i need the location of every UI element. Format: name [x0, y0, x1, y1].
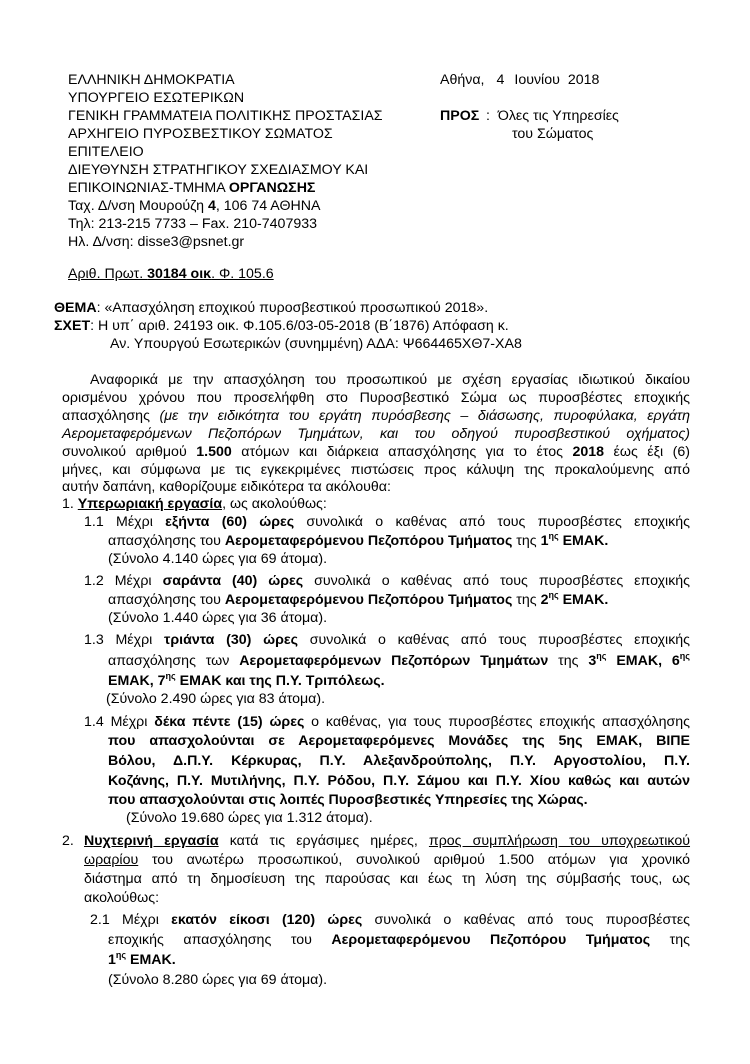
- item-line: εποχικής απασχόλησης του Αερομεταφερόμενου Πεζοπόρου Τμήματος της: [108, 932, 690, 948]
- paragraph-line: Αερομεταφερόμενων Πεζοπόρων Τμημάτων, και του οδηγού πυροσβεστικού οχήματος): [62, 426, 690, 442]
- recipient-label: ΠΡΟΣ: [440, 108, 480, 124]
- paragraph-line: ωραρίου του ανωτέρω προσωπικού, συνολικού αριθμού 1.500 ατόμων για χρονικό: [84, 852, 690, 868]
- paragraph-line: διάστημα από τη δημοσίευση της παρούσας και έως τη λύση της σύμβασής τους, ως: [84, 871, 690, 887]
- item-line: Κοζάνης, Π.Υ. Μυτιλήνης, Π.Υ. Ρόδου, Π.Υ. Σάμου και Π.Υ. Χίου καθώς και αυτών: [108, 773, 690, 789]
- protocol-number: Αριθ. Πρωτ. 30184 οικ. Φ. 105.6: [68, 266, 274, 282]
- recipient-line: : Όλες τις Υπηρεσίες: [486, 108, 619, 124]
- section-2-number: 2.: [62, 833, 74, 849]
- item-line: 2.1 Μέχρι εκατόν είκοσι (120) ώρες συνολικά ο καθένας από τους πυροσβέστες: [90, 912, 691, 928]
- related-line: ΣΧΕΤ: Η υπ΄ αριθ. 24193 οικ. Φ.105.6/03-05-2018 (Β΄1876) Απόφαση κ.: [54, 318, 509, 334]
- item-line: απασχόλησης του Αερομεταφερόμενου Πεζοπόρου Τμήματος της $1^{\eta\varsigma}$ ΕΜΑΚ.: [108, 531, 609, 549]
- document-date: Αθήνα, 4 Ιουνίου 2018: [440, 72, 600, 88]
- item-line: ΕΜΑΚ, $7^{\eta\varsigma}$ ΕΜΑΚ και της Π.Υ. Τριπόλεως.: [108, 671, 385, 689]
- item-line: $1^{\eta\varsigma}$ ΕΜΑΚ.: [108, 950, 176, 968]
- sender-line: ΕΛΛΗΝΙΚΗ ΔΗΜΟΚΡΑΤΙΑ: [68, 72, 235, 88]
- item-total-note: (Σύνολο 1.440 ώρες για 36 άτομα).: [108, 610, 328, 626]
- sender-address: Ταχ. Δ/νση Μουρούζη 4, 106 74 ΑΘΗΝΑ: [68, 198, 321, 214]
- item-total-note: (Σύνολο 2.490 ώρες για 83 άτομα).: [106, 691, 326, 707]
- sender-email: Ηλ. Δ/νση: disse3@psnet.gr: [68, 234, 245, 250]
- sender-line: ΕΠΙΤΕΛΕΙΟ: [68, 144, 144, 160]
- item-line: που απασχολούνται σε Αερομεταφερόμενες Μονάδες της 5ης ΕΜΑΚ, ΒΙΠΕ: [108, 733, 690, 749]
- sender-line: ΑΡΧΗΓΕΙΟ ΠΥΡΟΣΒΕΣΤΙΚΟΥ ΣΩΜΑΤΟΣ: [68, 126, 333, 142]
- item-line: 1.1 Μέχρι εξήντα (60) ώρες συνολικά ο καθένας από τους πυροσβέστες εποχικής: [84, 514, 691, 530]
- sender-line: ΔΙΕΥΘΥΝΣΗ ΣΤΡΑΤΗΓΙΚΟΥ ΣΧΕΔΙΑΣΜΟΥ ΚΑΙ: [68, 162, 369, 178]
- related-line: Αν. Υπουργού Εσωτερικών (συνημμένη) ΑΔΑ: Ψ664465ΧΘ7-ΧΑ8: [110, 336, 522, 352]
- sender-line: ΥΠΟΥΡΓΕΙΟ ΕΣΩΤΕΡΙΚΩΝ: [68, 90, 245, 106]
- section-2-heading: Νυχτερινή εργασία κατά τις εργάσιμες ημέρες, προς συμπλήρωση του υποχρεωτικού: [84, 833, 691, 849]
- item-total-note: (Σύνολο 19.680 ώρες για 1.312 άτομα).: [126, 810, 373, 826]
- item-line: απασχόλησης του Αερομεταφερόμενου Πεζοπόρου Τμήματος της $2^{\eta\varsigma}$ ΕΜΑΚ.: [108, 590, 609, 608]
- recipient-line: του Σώματος: [512, 126, 594, 142]
- item-total-note: (Σύνολο 4.140 ώρες για 69 άτομα).: [108, 551, 328, 567]
- section-1-heading: 1. Υπερωριακή εργασία, ως ακολούθως:: [62, 496, 327, 512]
- paragraph-line: αυτήν δαπάνη, καθορίζουμε ειδικότερα τα ακόλουθα:: [62, 479, 391, 495]
- paragraph-line: απασχόλησης (με την ειδικότητα του εργάτη πυρόσβεσης – διάσωσης, πυροφύλακα, εργάτη: [62, 408, 690, 424]
- item-total-note: (Σύνολο 8.280 ώρες για 69 άτομα).: [108, 972, 328, 988]
- paragraph-line: ορισμένου χρόνου που προσελήφθη στο Πυροσβεστικό Σώμα ως πυροσβέστες εποχικής: [62, 390, 690, 406]
- paragraph-line: ακολούθως:: [84, 890, 160, 906]
- subject-line: ΘΕΜΑ: «Απασχόληση εποχικού πυροσβεστικού προσωπικού 2018».: [54, 300, 489, 316]
- paragraph-line: Αναφορικά με την απασχόληση του προσωπικού με σχέση εργασίας ιδιωτικού δικαίου: [90, 372, 690, 388]
- sender-line: ΓΕΝΙΚΗ ΓΡΑΜΜΑΤΕΙΑ ΠΟΛΙΤΙΚΗΣ ΠΡΟΣΤΑΣΙΑΣ: [68, 108, 383, 124]
- paragraph-line: μήνες, και σύμφωνα με τις εγκεκριμένες πιστώσεις προς κάλυψη της προκαλούμενης από: [62, 462, 690, 478]
- paragraph-line: συνολικού αριθμού 1.500 ατόμων και διάρκεια απασχόλησης για το έτος 2018 έως έξι (6): [62, 444, 690, 460]
- item-line: απασχόλησης των Αερομεταφερόμενων Πεζοπόρων Τμημάτων της $3^{\eta\varsigma}$ ΕΜΑΚ, $6^{\eta\varsigma}$: [108, 651, 690, 669]
- item-line: που απασχολούνται στις λοιπές Πυροσβεστικές Υπηρεσίες της Χώρας.: [108, 792, 588, 808]
- sender-phone: Τηλ: 213-215 7733 – Fax. 210-7407933: [68, 216, 318, 232]
- item-line: Βόλου, Δ.Π.Υ. Κέρκυρας, Π.Υ. Αλεξανδρούπολης, Π.Υ. Αργοστολίου, Π.Υ.: [108, 753, 690, 769]
- sender-line: ΕΠΙΚΟΙΝΩΝΙΑΣ-ΤΜΗΜΑ ΟΡΓΑΝΩΣΗΣ: [68, 180, 316, 196]
- item-line: 1.4 Μέχρι δέκα πέντε (15) ώρες ο καθένας, για τους πυροσβέστες εποχικής απασχόλησης: [84, 714, 690, 730]
- item-line: 1.2 Μέχρι σαράντα (40) ώρες συνολικά ο καθένας από τους πυροσβέστες εποχικής: [84, 573, 691, 589]
- item-line: 1.3 Μέχρι τριάντα (30) ώρες συνολικά ο καθένας από τους πυροσβέστες εποχικής: [84, 632, 691, 648]
